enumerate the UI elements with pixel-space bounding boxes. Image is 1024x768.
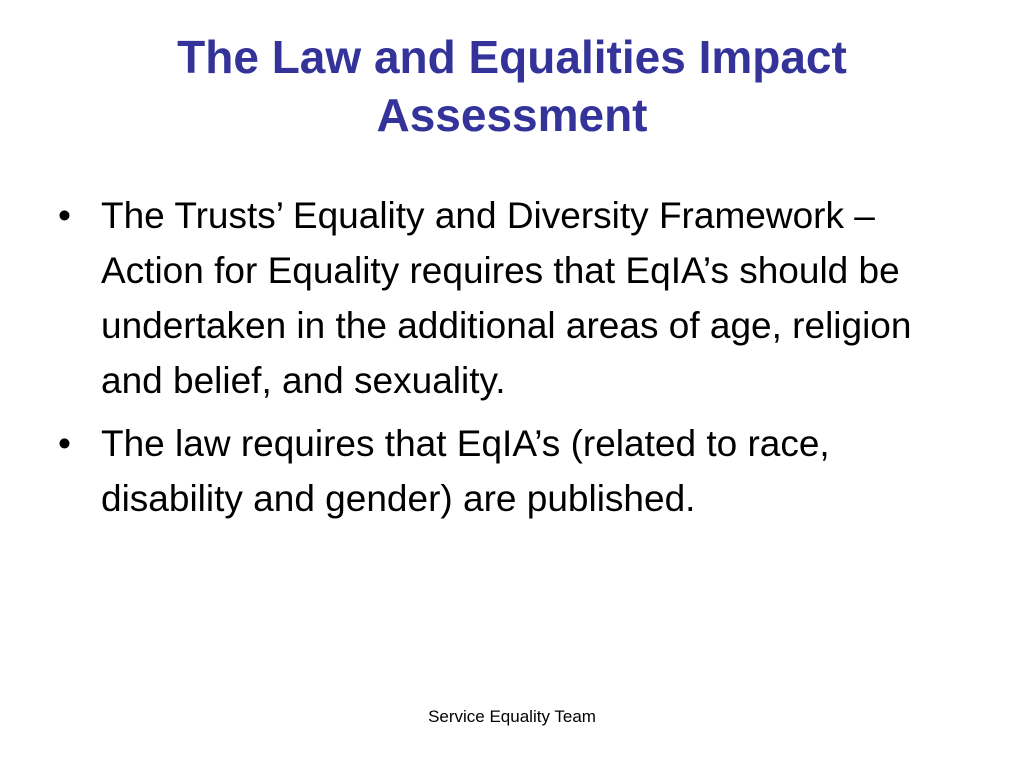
bullet-item bbox=[58, 188, 968, 408]
bullet-dot-icon: • bbox=[58, 195, 71, 236]
slide-title: The Law and Equalities Impact Assessment bbox=[177, 31, 847, 141]
bullet-text: The Trusts’ Equality and Diversity Framework – Action for Equality requires that EqIA’s should be undertaken in the additional areas of age, religion and belief, and sexuality. bbox=[101, 195, 912, 401]
slide-footer: Service Equality Team bbox=[428, 707, 596, 726]
bullet-dot-icon: • bbox=[58, 423, 71, 464]
bullet-text: The law requires that EqIA’s (related to race, disability and gender) are published. bbox=[101, 423, 830, 519]
bullet-item bbox=[58, 416, 968, 526]
bullet-list bbox=[58, 188, 968, 534]
